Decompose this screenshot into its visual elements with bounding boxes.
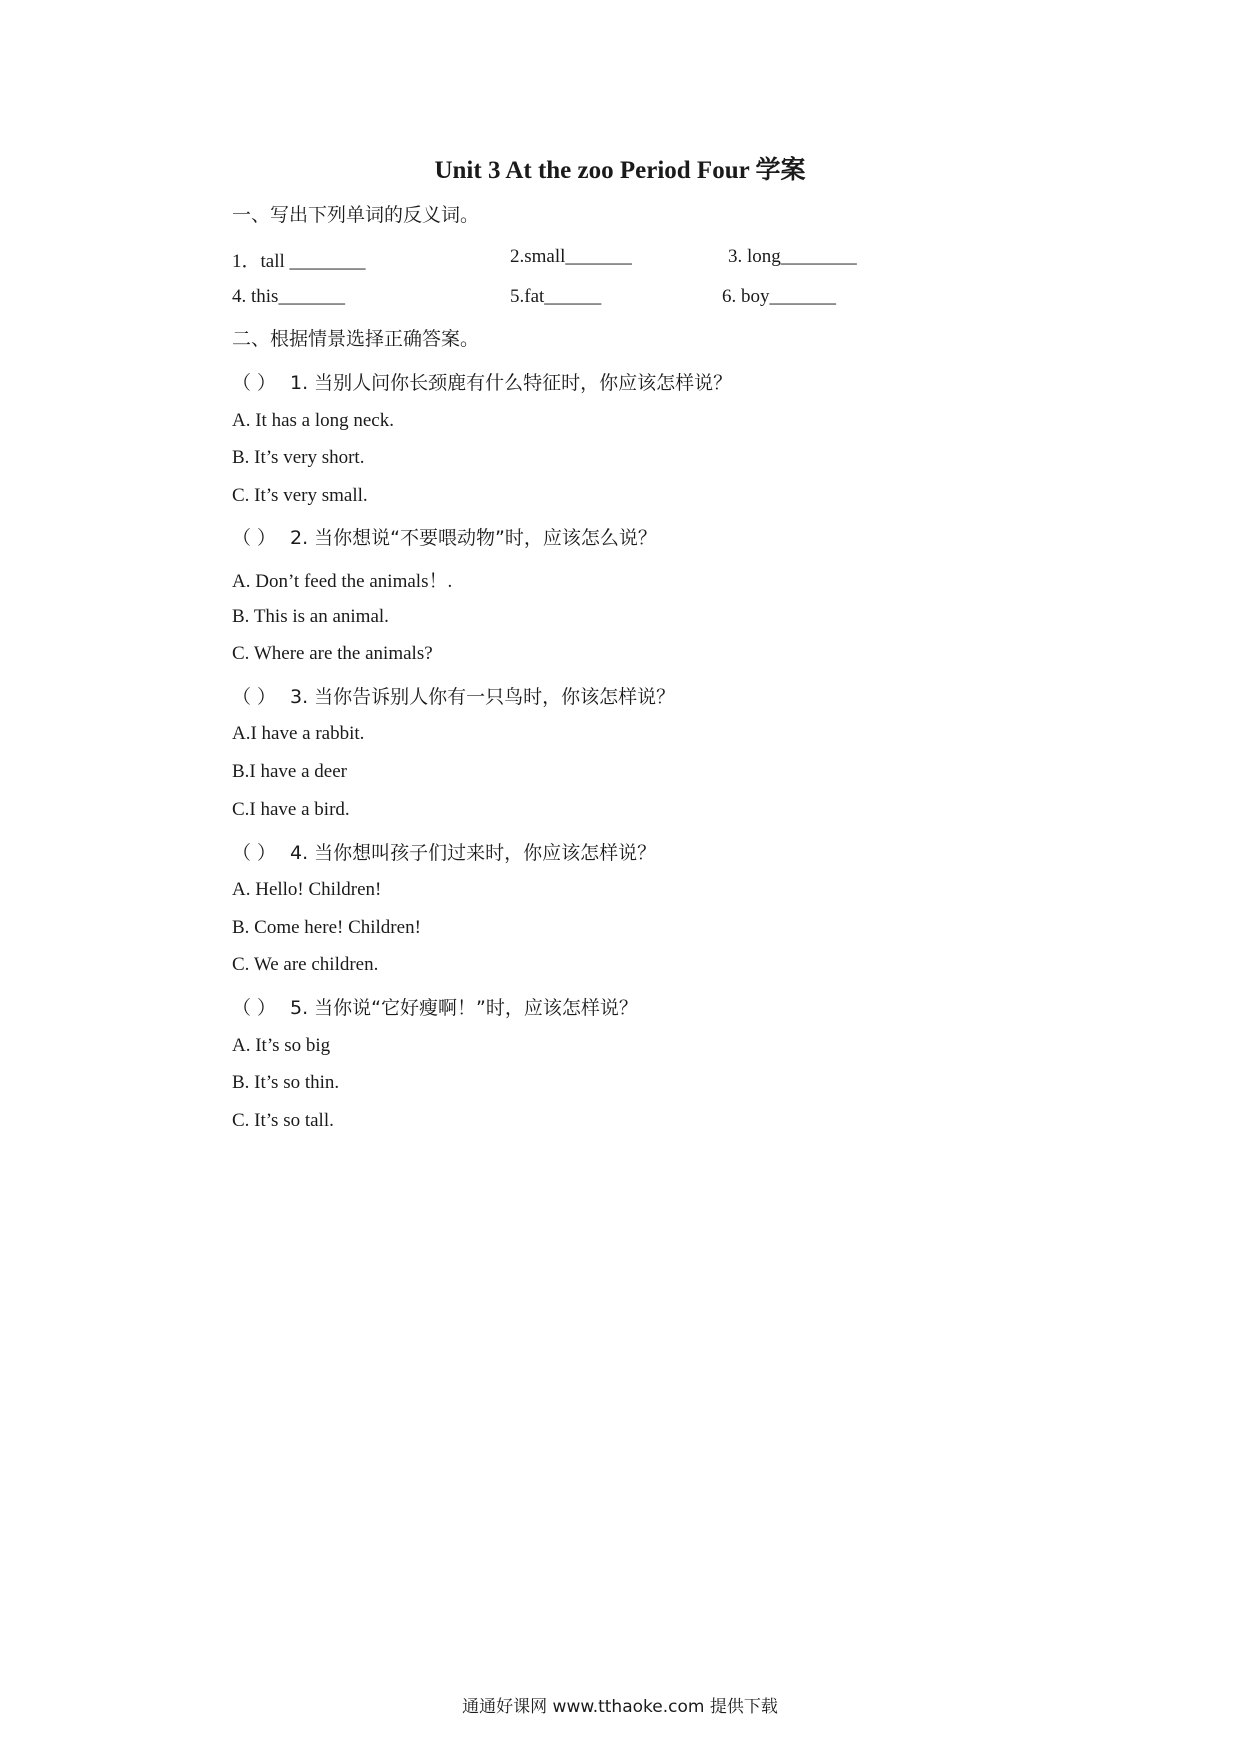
antonym-item: 4. this_______ — [232, 286, 345, 307]
question — [232, 368, 732, 395]
antonym-item: 1．tall ________ — [232, 251, 366, 272]
question-text: 3. 当你告诉别人你有一只鸟时，你该怎样说？ — [290, 686, 676, 708]
antonym-item: 6. boy_______ — [722, 286, 836, 307]
option: B. This is an animal. — [232, 606, 389, 627]
option: C. It’s very small. — [232, 485, 368, 506]
option: A. It’s so big — [232, 1035, 331, 1056]
question-text: 4. 当你想叫孩子们过来时，你应该怎样说？ — [290, 842, 657, 864]
option: A. Hello! Children! — [232, 879, 382, 900]
answer-bracket[interactable]: （ ） — [232, 372, 277, 394]
option: A. Don’t feed the animals！. — [232, 571, 453, 592]
answer-bracket[interactable]: （ ） — [232, 997, 277, 1019]
antonym-item: 3. long________ — [728, 246, 857, 267]
option: C. Where are the animals? — [232, 643, 433, 664]
question — [232, 523, 657, 550]
option: B. It’s very short. — [232, 447, 365, 468]
section2-heading: 二、根据情景选择正确答案。 — [232, 328, 480, 350]
question — [232, 838, 656, 865]
question-text: 5. 当你说“它好瘦啊！”时，应该怎样说？ — [290, 997, 638, 1019]
option: B. Come here! Children! — [232, 917, 421, 938]
option: A.I have a rabbit. — [232, 723, 365, 744]
section1-heading: 一、写出下列单词的反义词。 — [232, 204, 480, 226]
answer-bracket[interactable]: （ ） — [232, 686, 277, 708]
question — [232, 682, 675, 709]
option: C.I have a bird. — [232, 799, 350, 820]
option: B.I have a deer — [232, 761, 347, 782]
option: A. It has a long neck. — [232, 410, 394, 431]
question — [232, 993, 638, 1020]
question-text: 1. 当别人问你长颈鹿有什么特征时，你应该怎样说？ — [290, 372, 733, 394]
option: C. We are children. — [232, 954, 379, 975]
footer-credit: 通通好课网 www.tthaoke.com 提供下载 — [462, 1697, 778, 1717]
antonym-item: 2.small_______ — [510, 246, 632, 267]
option: B. It’s so thin. — [232, 1072, 340, 1093]
answer-bracket[interactable]: （ ） — [232, 842, 277, 864]
antonym-item: 5.fat______ — [510, 286, 602, 307]
page-title: Unit 3 At the zoo Period Four 学案 — [434, 157, 806, 184]
answer-bracket[interactable]: （ ） — [232, 527, 277, 549]
option: C. It’s so tall. — [232, 1110, 334, 1131]
question-text: 2. 当你想说“不要喂动物”时，应该怎么说？ — [290, 527, 657, 549]
